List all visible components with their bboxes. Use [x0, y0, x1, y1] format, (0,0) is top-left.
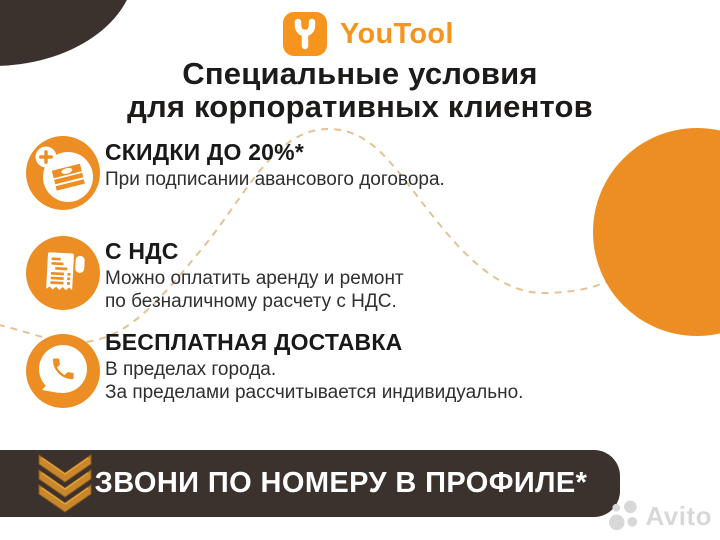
feature-vat-line1: Можно оплатить аренду и ремонт: [105, 268, 404, 289]
feature-vat-heading: С НДС: [105, 238, 179, 264]
feature-delivery: [105, 329, 523, 404]
cta-label: ЗВОНИ ПО НОМЕРУ В ПРОФИЛЕ*: [94, 467, 588, 499]
feature-delivery-line1: В пределах города.: [105, 359, 277, 380]
feature-vat-line2: по безналичному расчету с НДС.: [105, 290, 397, 312]
chevrons-icon: [36, 453, 94, 515]
cta-bar[interactable]: [0, 450, 620, 517]
avito-watermark-label: Avito: [645, 501, 712, 531]
youtool-logo-icon: [283, 12, 327, 56]
feature-discounts-heading: СКИДКИ ДО 20%*: [105, 139, 304, 165]
feature-discounts: [105, 139, 445, 192]
feature-delivery-heading: БЕСПЛАТНАЯ ДОСТАВКА: [105, 329, 403, 355]
avito-logo-icon: [609, 500, 642, 533]
avito-watermark: [609, 500, 712, 533]
money-discount-icon: [25, 135, 101, 211]
feature-vat: [105, 238, 404, 313]
brand-header: [283, 12, 454, 56]
page-title: [0, 57, 720, 123]
vat-invoice-icon: [25, 235, 101, 311]
phone-delivery-icon: [25, 333, 101, 409]
title-line-2: для корпоративных клиентов: [127, 89, 593, 124]
feature-delivery-line2: За пределами рассчитывается индивидуально.: [105, 381, 524, 403]
brand-name: YouTool: [340, 17, 454, 50]
title-line-1: Специальные условия: [182, 56, 538, 91]
feature-discounts-line1: При подписании авансового договора.: [105, 169, 445, 190]
